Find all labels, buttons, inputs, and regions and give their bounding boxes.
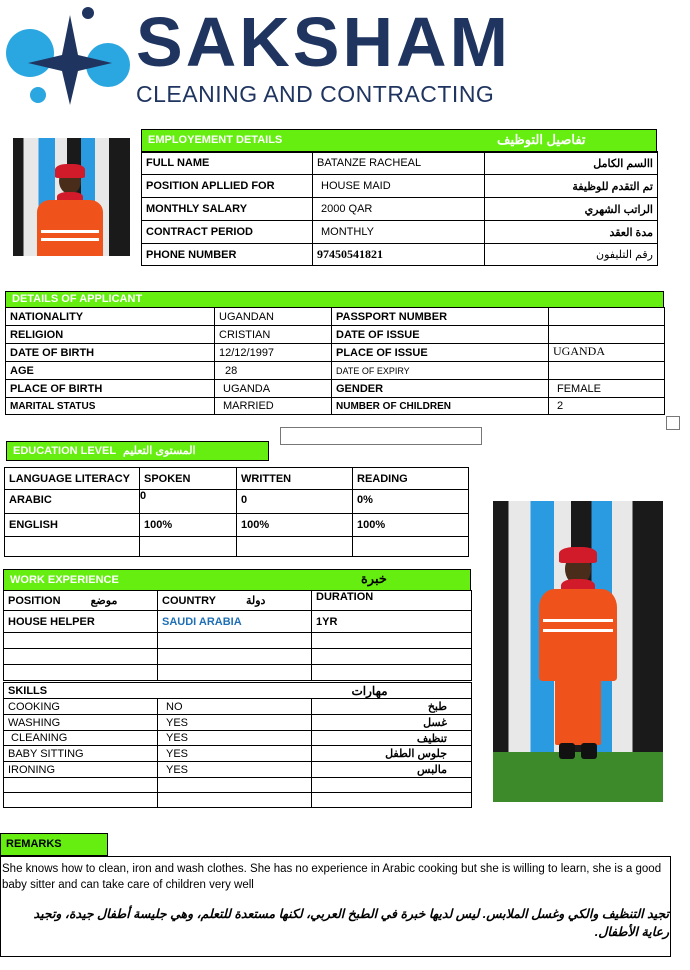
applicant-value <box>549 326 665 344</box>
empty-cell <box>4 649 158 665</box>
table-row <box>4 715 472 731</box>
logo <box>0 0 520 115</box>
empty-cell <box>158 793 312 808</box>
employment-header-ar: تفاصيل التوظيف <box>497 132 586 147</box>
skill-name-ar: غسل <box>312 715 472 731</box>
language-name: ENGLISH <box>5 514 140 537</box>
skill-value: YES <box>158 715 312 731</box>
table-row <box>4 665 472 681</box>
remarks-header <box>0 833 108 856</box>
remarks-box <box>0 856 671 957</box>
column-header-duration <box>312 591 472 611</box>
language-reading: 0% <box>353 490 469 514</box>
brand-tagline: CLEANING AND CONTRACTING <box>136 81 495 107</box>
empty-checkbox <box>666 416 680 430</box>
skill-name: WASHING <box>4 715 158 731</box>
applicant-label: PLACE OF ISSUE <box>332 344 549 362</box>
applicant-label: DATE OF EXPIRY <box>332 362 549 380</box>
applicant-value: 28 <box>215 362 332 380</box>
table-row <box>6 380 665 398</box>
applicant-label: DATE OF BIRTH <box>6 344 215 362</box>
remarks-text-en: She knows how to clean, iron and wash clothes. She has no experience in Arabic cooking but she is willing to learn, she is a good baby sitter and can take care of children very well <box>2 863 662 891</box>
skills-table <box>3 682 472 808</box>
applicant-label: NUMBER OF CHILDREN <box>332 398 549 415</box>
empty-cell <box>4 778 158 793</box>
language-spoken: 0 <box>140 490 237 514</box>
employment-label-ar: الراتب الشهري <box>485 198 658 221</box>
language-reading: 100% <box>353 514 469 537</box>
applicant-header <box>5 291 664 308</box>
remarks-header-label: REMARKS <box>6 838 62 850</box>
table-row <box>5 537 469 557</box>
applicant-value: UGANDA <box>549 344 665 362</box>
empty-cell <box>5 537 140 557</box>
column-header: WRITTEN <box>237 468 353 490</box>
employment-header-en: EMPLOYEMENT DETAILS <box>148 134 283 146</box>
table-row <box>4 793 472 808</box>
table-row <box>5 468 469 490</box>
skill-value: YES <box>158 731 312 746</box>
skills-header-ar: مهارات <box>312 683 472 699</box>
empty-cell <box>140 537 237 557</box>
applicant-label: DATE OF ISSUE <box>332 326 549 344</box>
education-header-en: EDUCATION LEVEL <box>13 445 117 457</box>
employment-header <box>141 129 657 153</box>
work-table <box>3 590 472 681</box>
employment-label: FULL NAME <box>142 152 313 175</box>
blank-field-box <box>280 427 482 445</box>
col-country: COUNTRY <box>162 595 216 607</box>
applicant-photo-large <box>493 501 663 802</box>
applicant-value <box>549 308 665 326</box>
column-header: SPOKEN <box>140 468 237 490</box>
col-position: POSITION <box>8 595 61 607</box>
logo-sparkle-icon <box>0 5 135 110</box>
empty-cell <box>158 778 312 793</box>
work-position: HOUSE HELPER <box>4 611 158 633</box>
language-spoken: 100% <box>140 514 237 537</box>
empty-cell <box>353 537 469 557</box>
empty-cell <box>237 537 353 557</box>
empty-cell <box>312 665 472 681</box>
empty-cell <box>158 665 312 681</box>
work-header-en: WORK EXPERIENCE <box>10 574 119 586</box>
empty-cell <box>158 649 312 665</box>
table-row <box>4 611 472 633</box>
table-row <box>4 591 472 611</box>
language-written: 100% <box>237 514 353 537</box>
column-header-position <box>4 591 158 611</box>
empty-cell <box>312 778 472 793</box>
work-header-ar: خبرة <box>361 571 387 586</box>
employment-label: POSITION APLLIED FOR <box>142 175 313 198</box>
applicant-value: 2 <box>549 398 665 415</box>
table-row <box>4 778 472 793</box>
employment-label-ar: االسم الكامل <box>485 152 658 175</box>
skill-name-ar: تنظيف <box>312 731 472 746</box>
table-row <box>4 746 472 762</box>
empty-cell <box>4 793 158 808</box>
table-row <box>4 633 472 649</box>
skill-name: IRONING <box>4 762 158 778</box>
applicant-label: AGE <box>6 362 215 380</box>
applicant-value: UGANDAN <box>215 308 332 326</box>
language-written: 0 <box>237 490 353 514</box>
applicant-value: 12/12/1997 <box>215 344 332 362</box>
table-row <box>6 308 665 326</box>
skill-value: NO <box>158 699 312 715</box>
employment-value: 2000 QAR <box>313 198 485 221</box>
employment-label-ar: مدة العقد <box>485 221 658 244</box>
skill-value: YES <box>158 746 312 762</box>
table-row <box>6 344 665 362</box>
column-header: READING <box>353 468 469 490</box>
empty-cell <box>312 649 472 665</box>
column-header-country <box>158 591 312 611</box>
applicant-photo-small <box>13 138 130 256</box>
employment-label: MONTHLY SALARY <box>142 198 313 221</box>
skill-name-ar: طبخ <box>312 699 472 715</box>
empty-cell <box>4 665 158 681</box>
applicant-label: NATIONALITY <box>6 308 215 326</box>
applicant-label: PASSPORT NUMBER <box>332 308 549 326</box>
skill-name: CLEANING <box>4 731 158 746</box>
table-row <box>4 762 472 778</box>
work-duration: 1YR <box>312 611 472 633</box>
education-header-ar: المستوى التعليم <box>123 445 196 457</box>
applicant-label: MARITAL STATUS <box>6 398 215 415</box>
table-row <box>6 362 665 380</box>
table-row <box>142 244 658 266</box>
empty-cell <box>312 633 472 649</box>
table-row <box>4 683 472 699</box>
applicant-table <box>5 307 665 415</box>
empty-cell <box>4 633 158 649</box>
table-row <box>142 198 658 221</box>
employment-label: CONTRACT PERIOD <box>142 221 313 244</box>
skill-name-ar: مالبس <box>312 762 472 778</box>
skill-name: BABY SITTING <box>4 746 158 762</box>
employment-table <box>141 151 658 266</box>
remarks-text-ar: تجيد التنظيف والكي وغسل الملابس. ليس لديها خبرة في الطبخ العربي، لكنها مستعدة للتعلم، وهي جليسة أطفال جيدة، وتجيد رعاية الأطفال. <box>33 907 669 939</box>
table-row <box>6 398 665 415</box>
employment-value: HOUSE MAID <box>313 175 485 198</box>
brand-name: SAKSHAM <box>136 3 511 81</box>
table-row <box>142 175 658 198</box>
applicant-label: RELIGION <box>6 326 215 344</box>
employment-value: MONTHLY <box>313 221 485 244</box>
applicant-value <box>549 362 665 380</box>
work-header <box>3 569 471 591</box>
empty-cell <box>158 633 312 649</box>
table-row <box>5 514 469 537</box>
table-row <box>6 326 665 344</box>
applicant-label: GENDER <box>332 380 549 398</box>
applicant-value: UGANDA <box>215 380 332 398</box>
skill-name: COOKING <box>4 699 158 715</box>
col-position-ar: موضع <box>90 595 118 607</box>
table-row <box>5 490 469 514</box>
applicant-header-label: DETAILS OF APPLICANT <box>12 293 143 305</box>
education-header <box>6 441 269 461</box>
employment-value: BATANZE RACHEAL <box>313 152 485 175</box>
table-row <box>4 731 472 746</box>
col-country-ar: دولة <box>245 595 266 607</box>
employment-label-ar: رقم التليفون <box>485 244 658 266</box>
column-header: LANGUAGE LITERACY <box>5 468 140 490</box>
skill-value: YES <box>158 762 312 778</box>
table-row <box>142 152 658 175</box>
skills-header: SKILLS <box>4 683 158 699</box>
applicant-label: PLACE OF BIRTH <box>6 380 215 398</box>
employment-label-ar: تم التقدم للوظيفة <box>485 175 658 198</box>
employment-value: 97450541821 <box>313 244 485 266</box>
table-row <box>4 699 472 715</box>
applicant-value: FEMALE <box>549 380 665 398</box>
table-row <box>142 221 658 244</box>
applicant-value: CRISTIAN <box>215 326 332 344</box>
skills-header-spacer <box>158 683 312 699</box>
language-name: ARABIC <box>5 490 140 514</box>
work-country: SAUDI ARABIA <box>158 611 312 633</box>
language-table <box>4 467 469 557</box>
table-row <box>4 649 472 665</box>
skill-name-ar: جلوس الطفل <box>312 746 472 762</box>
applicant-value: MARRIED <box>215 398 332 415</box>
grass-floor <box>493 752 663 802</box>
empty-cell <box>312 793 472 808</box>
employment-label: PHONE NUMBER <box>142 244 313 266</box>
col-duration: DURATION <box>316 591 374 603</box>
